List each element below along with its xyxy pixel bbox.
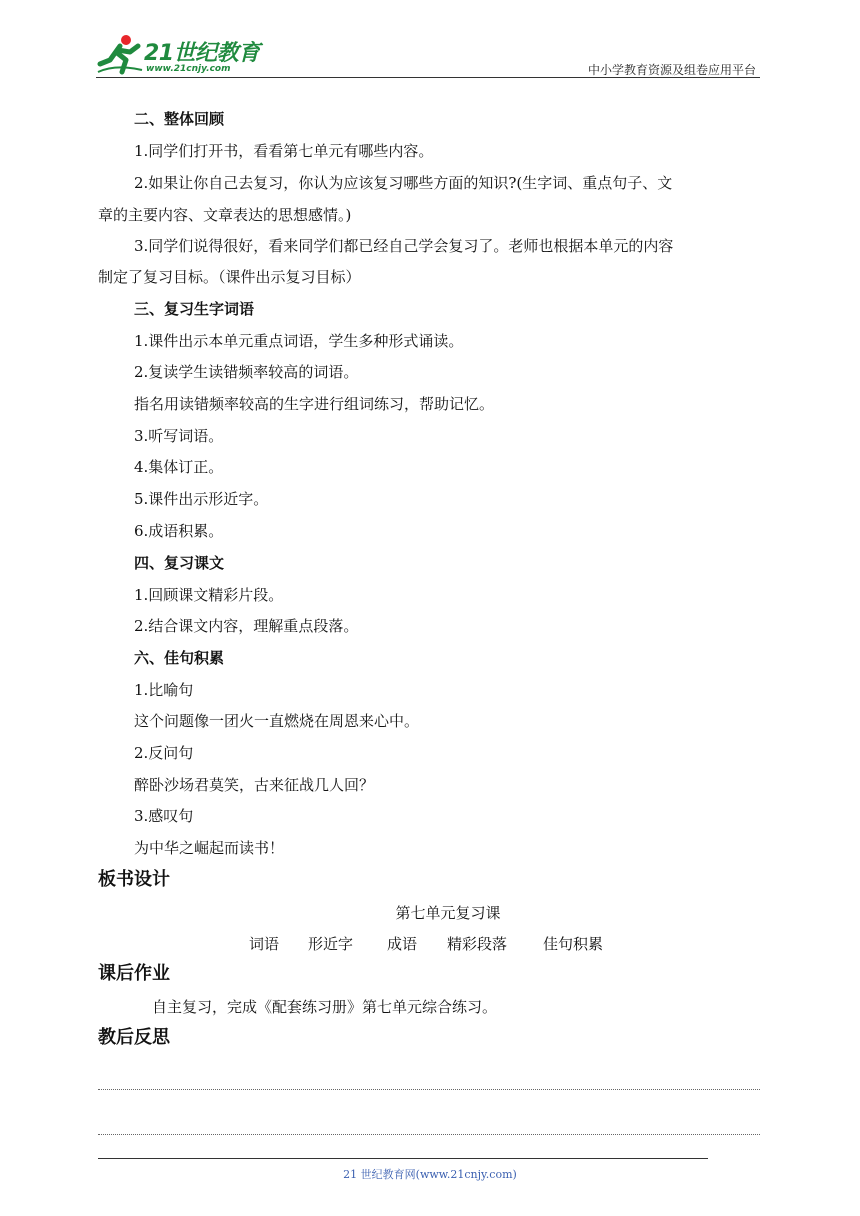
reflection-line bbox=[98, 1134, 760, 1135]
paragraph-line: 2.如果让你自己去复习，你认为应该复习哪些方面的知识?(生字词、重点句子、文 bbox=[134, 174, 673, 192]
homework-heading: 课后作业 bbox=[98, 963, 170, 984]
section-title-review: 二、整体回顾 bbox=[134, 110, 225, 128]
paragraph-line: 3.同学们说得很好，看来同学们都已经自己学会复习了。老师也根据本单元的内容 bbox=[134, 237, 674, 255]
paragraph-line: 6.成语积累。 bbox=[134, 522, 224, 540]
footer-divider bbox=[98, 1158, 708, 1159]
page-header bbox=[96, 30, 760, 78]
paragraph-line: 醉卧沙场君莫笑，古来征战几人回？ bbox=[134, 776, 375, 794]
paragraph-line: 1.同学们打开书，看看第七单元有哪些内容。 bbox=[134, 142, 434, 160]
paragraph-line: 2.结合课文内容，理解重点段落。 bbox=[134, 617, 359, 635]
footer-link[interactable]: 21 世纪教育网(www.21cnjy.com) bbox=[343, 1168, 517, 1181]
paragraph-line: 为中华之崛起而读书！ bbox=[134, 839, 285, 857]
paragraph-line: 章的主要内容、文章表达的思想感情。) bbox=[98, 206, 352, 224]
homework-text: 自主复习，完成《配套练习册》第七单元综合练习。 bbox=[152, 998, 498, 1016]
paragraph-line: 5.课件出示形近字。 bbox=[134, 490, 269, 508]
paragraph-line: 指名用读错频率较高的生字进行组词练习，帮助记忆。 bbox=[134, 395, 495, 413]
board-design-heading: 板书设计 bbox=[98, 869, 170, 890]
reflection-line bbox=[98, 1089, 760, 1090]
board-title: 第七单元复习课 bbox=[395, 904, 501, 922]
paragraph-line: 1.回顾课文精彩片段。 bbox=[134, 586, 284, 604]
paragraph-line: 1.课件出示本单元重点词语，学生多种形式诵读。 bbox=[134, 332, 464, 350]
paragraph-line: 3.听写词语。 bbox=[134, 427, 224, 445]
paragraph-line: 1.比喻句 bbox=[134, 681, 194, 699]
section-title-sentences: 六、佳句积累 bbox=[134, 649, 225, 667]
board-item: 词语 bbox=[249, 935, 280, 953]
board-item: 形近字 bbox=[308, 935, 354, 953]
board-item: 佳句积累 bbox=[543, 935, 604, 953]
platform-name: 中小学教育资源及组卷应用平台 bbox=[587, 63, 756, 77]
site-logo bbox=[96, 34, 266, 76]
reflection-heading: 教后反思 bbox=[98, 1027, 170, 1048]
board-item: 成语 bbox=[387, 935, 418, 953]
runner-logo-icon bbox=[96, 34, 144, 76]
logo-title: 21世纪教育 bbox=[144, 41, 260, 66]
logo-url: www.21cnjy.com bbox=[146, 64, 231, 74]
paragraph-line: 2.复读学生读错频率较高的词语。 bbox=[134, 363, 359, 381]
board-item: 精彩段落 bbox=[447, 935, 508, 953]
section-title-texts: 四、复习课文 bbox=[134, 554, 225, 572]
paragraph-line: 这个问题像一团火一直燃烧在周恩来心中。 bbox=[134, 712, 420, 730]
paragraph-line: 3.感叹句 bbox=[134, 807, 194, 825]
section-title-words: 三、复习生字词语 bbox=[134, 300, 255, 318]
paragraph-line: 4.集体订正。 bbox=[134, 458, 224, 476]
paragraph-line: 2.反问句 bbox=[134, 744, 194, 762]
paragraph-line: 制定了复习目标。（课件出示复习目标） bbox=[98, 268, 361, 286]
header-divider bbox=[96, 77, 760, 78]
